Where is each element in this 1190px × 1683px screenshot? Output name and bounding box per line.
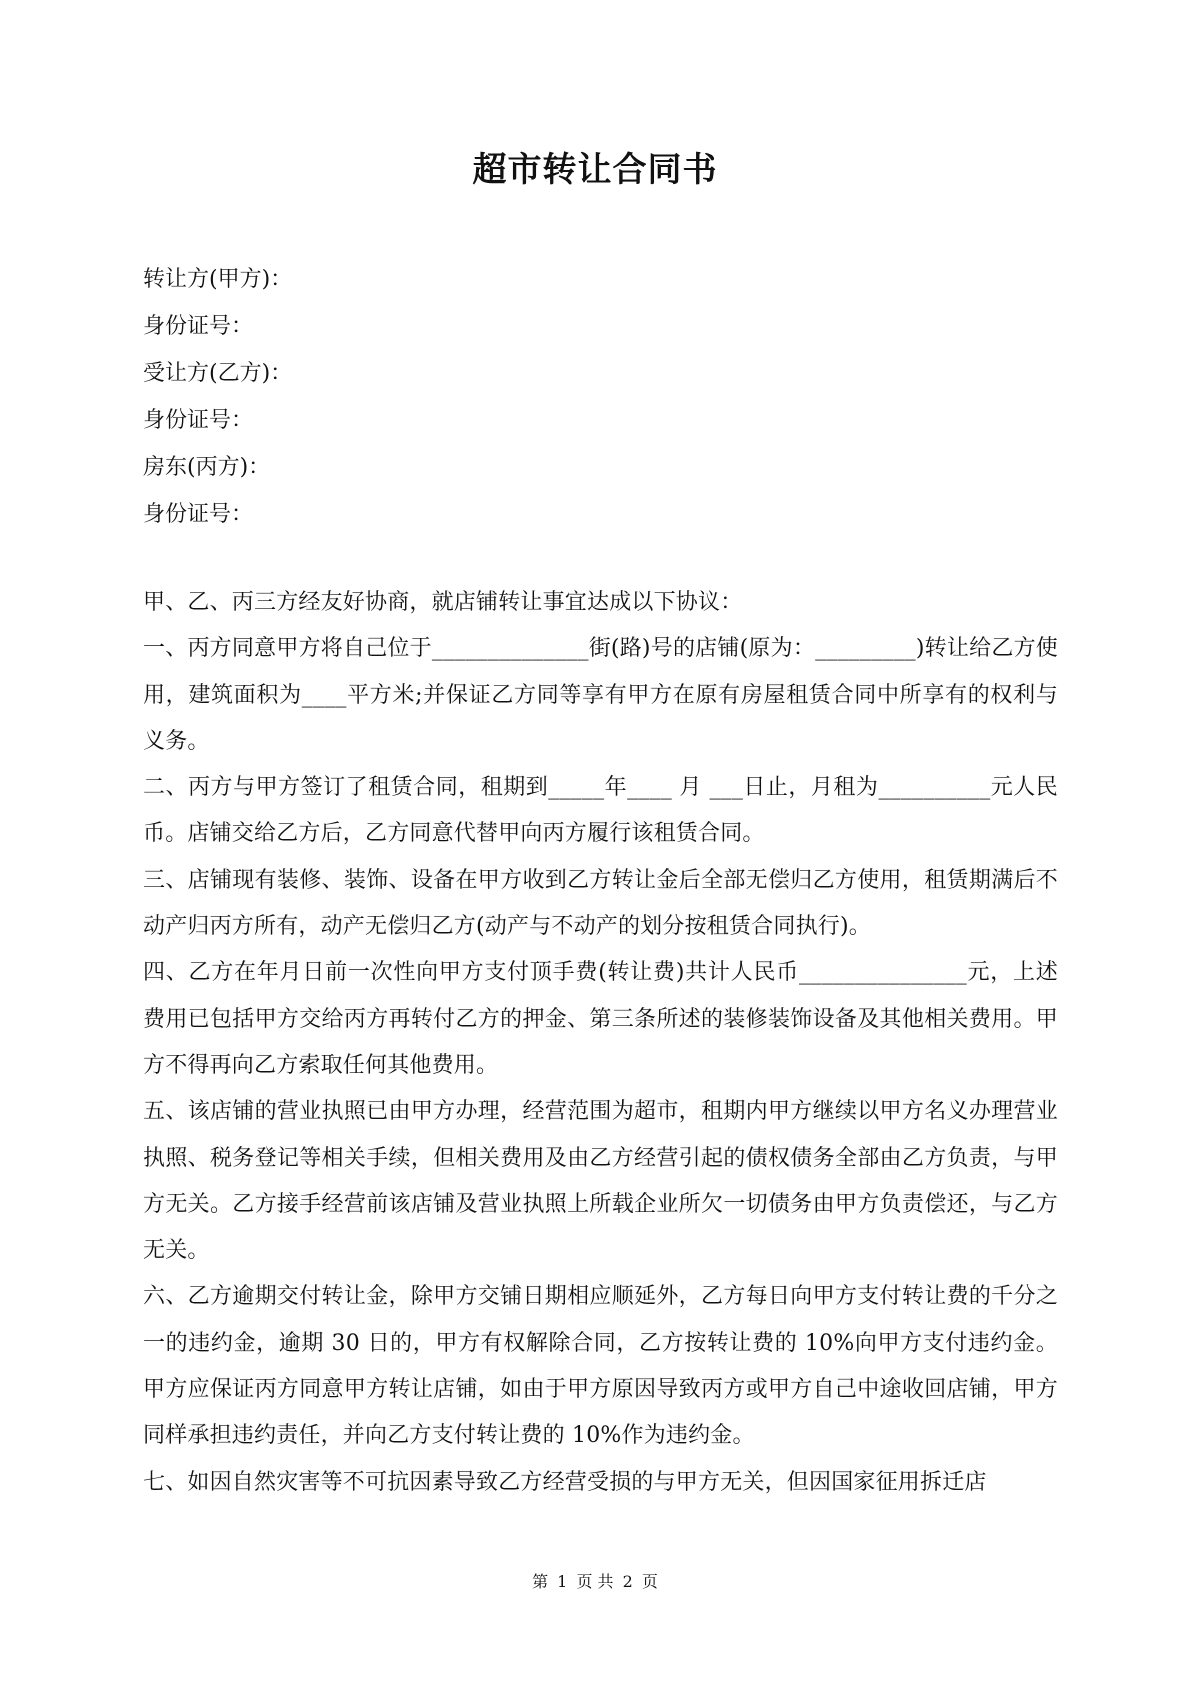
page-footer bbox=[0, 1572, 1190, 1592]
footer-prefix: 第 bbox=[532, 1572, 549, 1591]
party-landlord-id: 身份证号： bbox=[143, 502, 254, 527]
clause-2: 二、丙方与甲方签订了租赁合同，租期到_____年____ 月 ___日止，月租为__________元人民币。店铺交给乙方后，乙方同意代替甲向丙方履行该租赁合同。 bbox=[143, 775, 1058, 847]
footer-current-page: 1 bbox=[557, 1572, 568, 1591]
document-title: 超市转让合同书 bbox=[472, 150, 718, 190]
party-transferee-id: 身份证号： bbox=[143, 408, 254, 433]
contract-body bbox=[143, 580, 1058, 1506]
footer-total-pages: 2 bbox=[622, 1572, 633, 1591]
party-landlord: 房东(丙方)： bbox=[143, 455, 271, 480]
footer-middle: 页 共 bbox=[576, 1572, 614, 1591]
clause-7: 七、如因自然灾害等不可抗因素导致乙方经营受损的与甲方无关，但因国家征用拆迁店 bbox=[143, 1469, 987, 1495]
party-transferor-id: 身份证号： bbox=[143, 314, 254, 339]
clause-3: 三、店铺现有装修、装饰、设备在甲方收到乙方转让金后全部无偿归乙方使用，租赁期满后不动产归丙方所有，动产无偿归乙方(动产与不动产的划分按租赁合同执行)。 bbox=[143, 867, 1058, 940]
party-transferee: 受让方(乙方)： bbox=[143, 361, 293, 386]
clause-1: 一、丙方同意甲方将自己位于______________街(路)号的店铺(原为：_________)转让给乙方使用，建筑面积为____平方米;并保证乙方同等享有甲方在原有房屋租赁合同中所享有的权利与义务。 bbox=[143, 636, 1058, 754]
clause-6: 六、乙方逾期交付转让金，除甲方交铺日期相应顺延外，乙方每日向甲方支付转让费的千分之一的违约金，逾期 30 日的，甲方有权解除合同，乙方按转让费的 10%向甲方支付违约金。甲方应保证丙方同意甲方转让店铺，如由于甲方原因导致丙方或甲方自己中途收回店铺，甲方同样承担违约责任，并向乙方支付转让费的 10%作为违约金。 bbox=[143, 1284, 1058, 1449]
clause-5: 五、该店铺的营业执照已由甲方办理，经营范围为超市，租期内甲方继续以甲方名义办理营业执照、税务登记等相关手续，但相关费用及由乙方经营引起的债权债务全部由乙方负责，与甲方无关。乙方接手经营前该店铺及营业执照上所载企业所欠一切债务由甲方负责偿还，与乙方无关。 bbox=[143, 1099, 1058, 1264]
party-list bbox=[143, 256, 1063, 538]
footer-suffix: 页 bbox=[641, 1572, 658, 1591]
clause-4: 四、乙方在年月日前一次性向甲方支付顶手费(转让费)共计人民币_______________元，上述费用已包括甲方交给丙方再转付乙方的押金、第三条所述的装修装饰设备及其他相关费用。甲方不得再向乙方索取任何其他费用。 bbox=[143, 960, 1058, 1078]
intro-paragraph: 甲、乙、丙三方经友好协商，就店铺转让事宜达成以下协议： bbox=[143, 590, 743, 615]
party-transferor: 转让方(甲方)： bbox=[143, 267, 293, 292]
